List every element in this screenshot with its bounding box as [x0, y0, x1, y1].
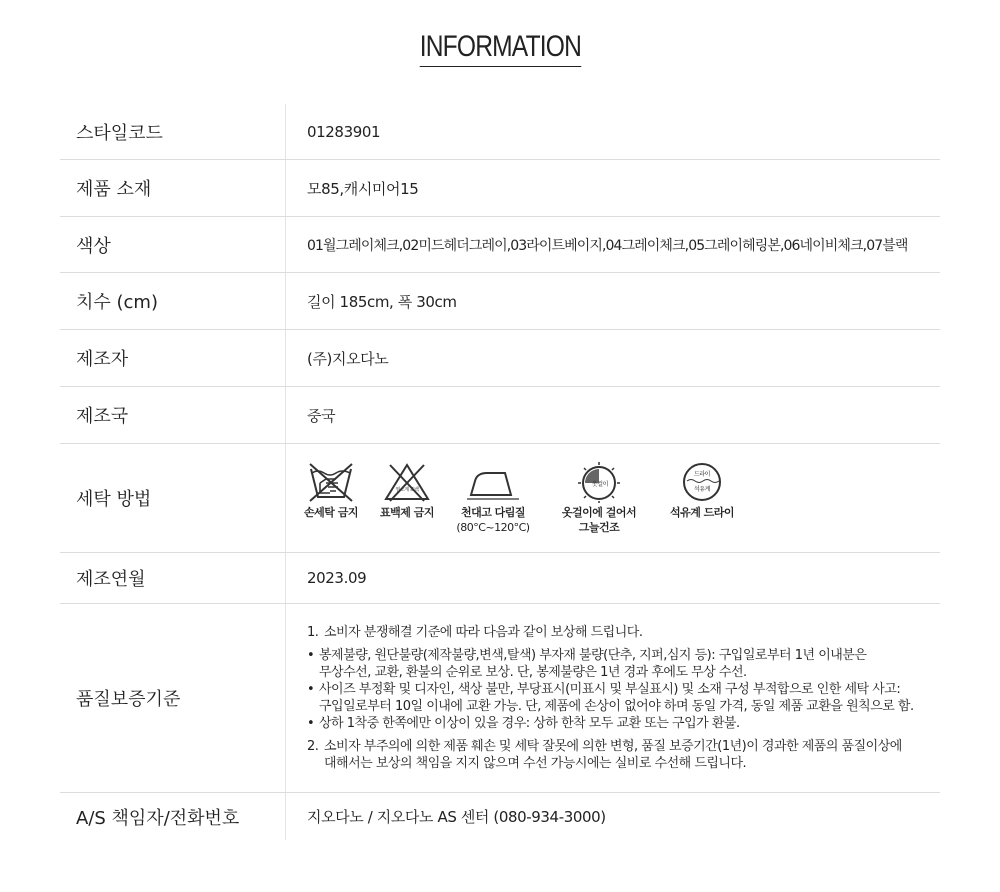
bullet-mark: • [307, 682, 315, 697]
row-label: 품질보증기준 [60, 604, 286, 793]
table-row-manufacturer [60, 330, 940, 387]
row-value: 2023.09 [286, 553, 941, 604]
bullet-mark: • [307, 716, 315, 731]
dry-inner-top: 드라이 [693, 471, 711, 478]
wash-caption: 석유계 드라이 [669, 506, 735, 519]
iron-medium-icon [465, 461, 521, 503]
wash-caption: 손세탁 금지 [304, 506, 358, 519]
dry-clean-petroleum-icon [677, 461, 727, 503]
wash-caption: 표백제 금지 [380, 506, 434, 519]
row-label: 색상 [60, 217, 286, 273]
item-line: 소비자 부주의에 의한 제품 훼손 및 세탁 잘못에 의한 변형, 품질 보증기간(1년)이 경과한 제품의 품질이상에 [324, 739, 902, 754]
table-row-color [60, 217, 940, 273]
wash-icons-cell [286, 444, 941, 553]
bullet-line: 구입일로부터 10일 이내에 교환 가능. 단, 제품에 손상이 없어야 하며 동일 가격, 동일 제품 교환을 원칙으로 함. [319, 699, 914, 714]
bullet-text [319, 681, 914, 715]
bullet-line: 상하 1착중 한쪽에만 이상이 있을 경우: 상하 한착 모두 교환 또는 구입가 환불. [319, 716, 740, 731]
row-value: 모85,캐시미어15 [286, 160, 941, 217]
table-row-material [60, 160, 940, 217]
warranty-item-1 [307, 624, 939, 641]
wash-icon-item [541, 461, 657, 535]
row-value: (주)지오다노 [286, 330, 941, 387]
bullet-text [319, 647, 866, 681]
table-row-wash [60, 444, 940, 553]
row-label: 치수 (cm) [60, 273, 286, 330]
row-value: 중국 [286, 387, 941, 444]
warranty-bullet [307, 715, 939, 732]
warranty-bullet [307, 647, 939, 681]
table-row-as [60, 793, 940, 841]
row-value: 길이 185cm, 폭 30cm [286, 273, 941, 330]
hanger-inner-text: 옷걸이 [591, 481, 609, 488]
bullet-line: 봉제불량, 원단불량(제작불량,변색,탈색) 부자재 불량(단추, 지퍼,심지 등): 구입일로부터 1년 이내분은 [319, 648, 867, 663]
bleach-inner-text: 염소계 표백 [395, 487, 419, 493]
wash-caption: 옷걸이에 걸어서 [561, 506, 637, 519]
page-title: INFORMATION [419, 30, 580, 67]
wash-icons [293, 461, 939, 535]
hang-dry-shade-icon [574, 461, 624, 503]
row-label: 제조국 [60, 387, 286, 444]
wash-icon-item [445, 461, 541, 535]
item-line: 대해서는 보상의 책임을 지지 않으며 수선 가능시에는 실비로 수선해 드립니다. [324, 756, 747, 771]
warranty-bullet [307, 681, 939, 715]
table-row-style-code [60, 104, 940, 160]
row-label: 제조자 [60, 330, 286, 387]
row-label: A/S 책임자/전화번호 [60, 793, 286, 841]
hand-wash-prohibited-icon [306, 461, 356, 503]
row-value: 01월그레이체크,02미드헤더그레이,03라이트베이지,04그레이체크,05그레이헤링본,06네이비체크,07블랙 [286, 217, 941, 273]
wash-caption-sub: 그늘건조 [578, 521, 620, 534]
wash-caption: 천대고 다림질 [460, 506, 526, 519]
wash-icon-item [657, 461, 747, 520]
row-value: 지오다노 / 지오다노 AS 센터 (080-934-3000) [307, 808, 606, 826]
row-label: 스타일코드 [60, 104, 286, 160]
table-row-size [60, 273, 940, 330]
row-label: 제품 소재 [60, 160, 286, 217]
table-row-date [60, 553, 940, 604]
item-number: 2. [307, 739, 319, 754]
item-text: 소비자 분쟁해결 기준에 따라 다음과 같이 보상해 드립니다. [324, 625, 643, 640]
row-value: 01283901 [286, 104, 941, 160]
warranty-text [307, 624, 939, 772]
page-title-wrap [0, 30, 1000, 67]
row-label: 제조연월 [60, 553, 286, 604]
bullet-line: 사이즈 부정확 및 디자인, 색상 불만, 부당표시(미표시 및 부실표시) 및 소재 구성 부적합으로 인한 세탁 사고: [319, 682, 901, 697]
item-number: 1. [307, 625, 319, 640]
bleach-prohibited-icon [382, 461, 432, 503]
wash-caption-sub: (80°C~120°C) [456, 521, 530, 534]
table-row-country [60, 387, 940, 444]
row-label: 세탁 방법 [60, 444, 286, 553]
bullet-line: 무상수선, 교환, 환불의 순위로 보상. 단, 봉제불량은 1년 경과 후에도 무상 수선. [319, 665, 747, 680]
wash-icon-item [293, 461, 369, 520]
wash-icon-item [369, 461, 445, 520]
dry-inner-bottom: 석유계 [693, 486, 711, 493]
warranty-cell [286, 604, 941, 793]
warranty-item-2 [307, 738, 939, 772]
item-text [324, 738, 902, 772]
information-table [60, 104, 940, 840]
table-row-warranty [60, 604, 940, 793]
bullet-mark: • [307, 648, 315, 663]
